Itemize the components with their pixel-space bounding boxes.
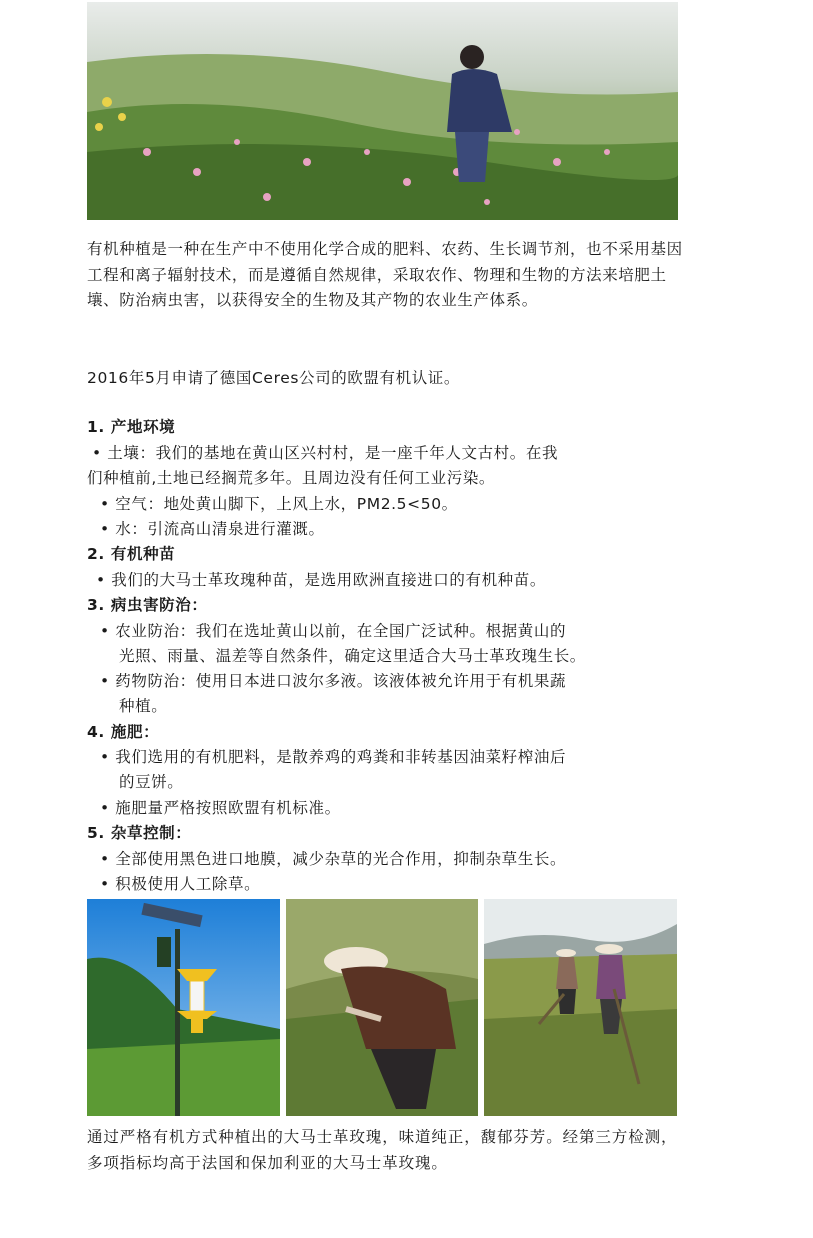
certification-text: 2016年5月申请了德国Ceres公司的欧盟有机认证。 [87,369,461,387]
list-item: • 空气：地处黄山脚下，上风上水，PM2.5<50。 [100,495,458,513]
list-item: • 土壤：我们的基地在黄山区兴村村，是一座千年人文古村。在我 [92,444,559,462]
list-item: • 农业防治：我们在选址黄山以前，在全国广泛试种。根据黄山的 [100,622,567,640]
section-heading: 5. 杂草控制： [87,824,192,842]
list-item: 的豆饼。 [119,773,184,791]
list-item: • 全部使用黑色进口地膜，减少杂草的光合作用，抑制杂草生长。 [100,850,567,868]
hero-photo [87,2,678,220]
list-item: 光照、雨量、温差等自然条件，确定这里适合大马士革玫瑰生长。 [119,647,586,665]
conclusion-paragraph: 通过严格有机方式种植出的大马士革玫瑰，味道纯正，馥郁芬芳。经第三方检测，多项指标均高于法国和保加利亚的大马士革玫瑰。 [87,1128,678,1172]
list-item: • 药物防治：使用日本进口波尔多液。该液体被允许用于有机果蔬 [100,672,567,690]
intro-paragraph: 有机种植是一种在生产中不使用化学合成的肥料、农药、生长调节剂，也不采用基因工程和离子辐射技术，而是遵循自然规律，采取农作、物理和生物的方法来培肥土壤、防治病虫害，以获得安全的生物及其产物的农业生产体系。 [87,240,683,309]
list-item: • 施肥量严格按照欧盟有机标准。 [100,799,341,817]
list-item: 们种植前,土地已经搁荒多年。且周边没有任何工业污染。 [87,469,496,487]
section-heading: 1. 产地环境 [87,418,176,436]
section-heading: 2. 有机种苗 [87,545,176,563]
list-item: • 水：引流高山清泉进行灌溉。 [100,520,325,538]
weeding-photo [286,899,478,1116]
list-item: 种植。 [119,697,168,715]
hoeing-photo [484,899,677,1116]
list-item: • 我们的大马士革玫瑰种苗，是选用欧洲直接进口的有机种苗。 [96,571,546,589]
insect-lamp-photo [87,899,280,1116]
section-heading: 3. 病虫害防治： [87,596,208,614]
list-item: • 积极使用人工除草。 [100,875,261,893]
section-heading: 4. 施肥： [87,723,160,741]
list-item: • 我们选用的有机肥料，是散养鸡的鸡粪和非转基因油菜籽榨油后 [100,748,567,766]
